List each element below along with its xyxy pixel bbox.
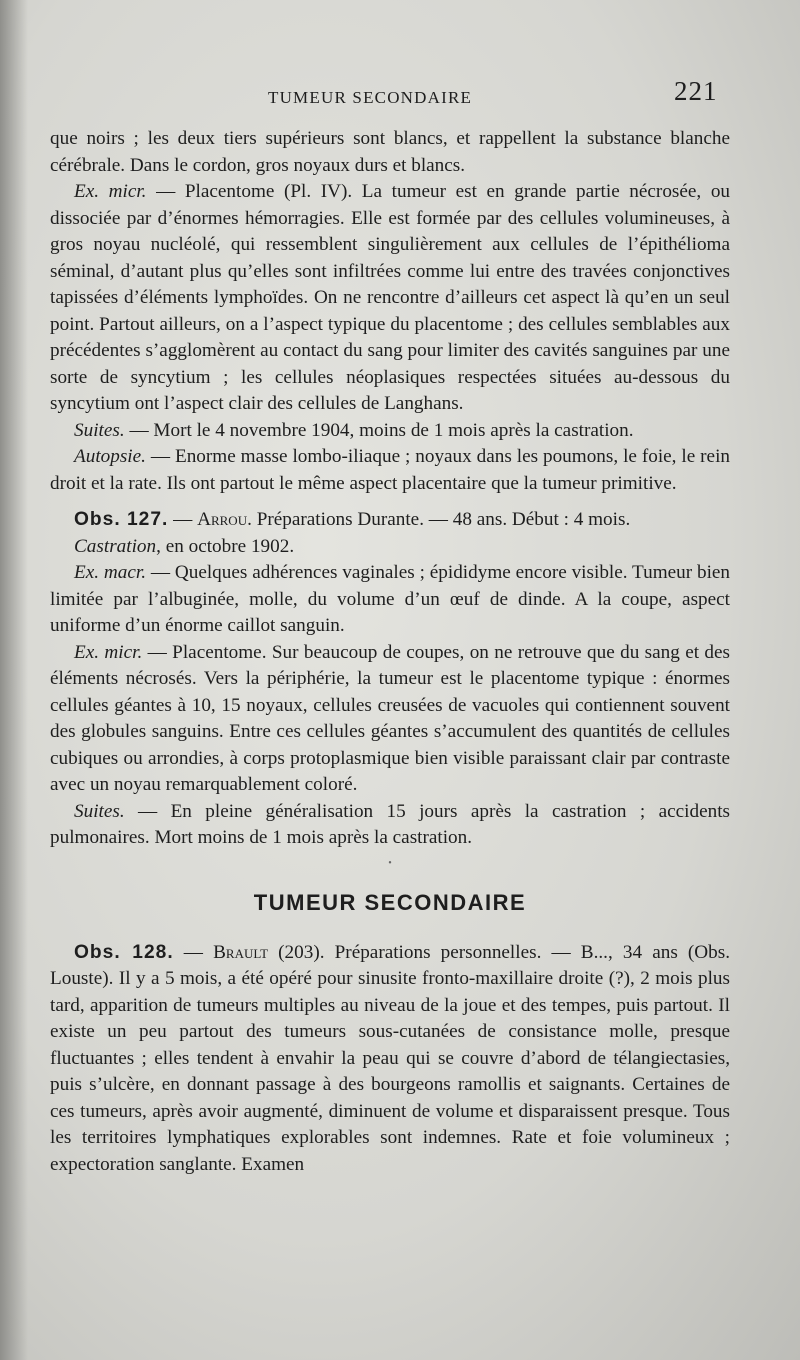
running-title: TUMEUR SECONDAIRE xyxy=(268,88,473,107)
obs127-micro-exam-paragraph xyxy=(50,640,730,799)
paragraph-text: — Quelques adhérences vaginales ; épididyme encore visible. Tumeur bien limitée par l’albuginée, molle, du volume d’un œuf de dinde. A la coupe, aspect uniforme d’un énorme caillot sanguin. xyxy=(50,562,731,636)
paragraph-text: — En pleine généralisation 15 jours après la castration ; accidents pulmonaires. Mort moins de 1 mois après la castration. xyxy=(50,800,730,848)
paragraph-text: . Préparations Durante. — 48 ans. Début : 4 mois. xyxy=(247,509,631,530)
obs126-continuation-paragraph xyxy=(50,126,730,179)
section-label: Ex. micr. xyxy=(74,181,147,202)
paragraph-text: — Mort le 4 novembre 1904, moins de 1 mois après la castration. xyxy=(124,419,634,441)
spacer xyxy=(50,497,730,507)
section-label: Suites. xyxy=(74,800,125,822)
paragraph-text: que noirs ; les deux tiers supérieurs sont blancs, et rappellent la substance blanche cérébrale. Dans le cordon, gros noyaux durs et blancs. xyxy=(50,128,730,176)
section-heading: TUMEUR SECONDAIRE xyxy=(253,889,527,915)
obs127-heading-paragraph: Obs. 127. — Arrou. Préparations Durante. — 48 ans. Début : 4 mois. xyxy=(74,509,631,530)
author-name: Arrou xyxy=(197,509,248,530)
page-number: 221 xyxy=(674,76,718,106)
obs126-micro-exam-paragraph xyxy=(50,179,730,418)
obs127-castration-paragraph xyxy=(50,534,730,561)
obs127-macro-exam-paragraph xyxy=(50,560,730,640)
author-name: Brault xyxy=(213,941,269,963)
observation-number: Obs. 128. xyxy=(74,941,174,963)
section-label: Autopsie. xyxy=(74,446,146,467)
paragraph-text: , en octobre 1902. xyxy=(156,535,295,557)
obs127-outcome-paragraph xyxy=(50,799,730,852)
observation-number: Obs. 127. xyxy=(74,509,169,530)
obs126-autopsy-paragraph xyxy=(50,444,730,497)
section-label: Ex. micr. xyxy=(74,641,143,663)
obs126-outcome-paragraph xyxy=(50,418,730,445)
running-header xyxy=(0,76,800,114)
page-body xyxy=(50,126,730,1178)
section-label: Castration xyxy=(74,535,157,557)
section-label: Ex. macr. xyxy=(74,562,146,583)
section-label: Suites. xyxy=(74,419,125,441)
paragraph-text: — Placentome (Pl. IV). La tumeur est en grande partie nécrosée, ou dissociée par d’énormes hémorragies. Elle est formée par des cellules volumineuses, à gros noyau nucléolé, qui ressemblent singulièrement aux cellules de l’épithélioma séminal, d’autant plus qu’elles sont infiltrées comme lui entre des travées conjonctives tapissées d’éléments lymphoïdes. On ne rencontre d’ailleurs cet aspect là qu’en un seul point. Partout ailleurs, on a l’aspect typique du placentome ; des cellules semblables aux précédentes s’agglomèrent au contact du sang pour limiter des cavités sanguines par une sorte de syncytium ; les cellules néoplasiques respectées situées au-dessous du syncytium ont l’aspect clair des cellules de Langhans. xyxy=(50,181,731,414)
paragraph-text: — Enorme masse lombo-iliaque ; noyaux dans les poumons, le foie, le rein droit et la rate. Ils ont partout le même aspect placentaire que la tumeur primitive. xyxy=(50,446,730,494)
divider-ornament: • xyxy=(388,857,392,869)
paragraph-text: — Placentome. Sur beaucoup de coupes, on ne retrouve que du sang et des éléments nécrosés. Vers la périphérie, la tumeur est le placentome typique : énormes cellules géantes à 10, 15 noyaux, cellules creusées de vacuoles qui contiennent souvent des globules sanguins. Entre ces cellules géantes s’accumulent des quantités de cellules cubiques ou arrondies, à corps protoplasmique bien visible paraissant clair par contraste avec un noyau remarquablement coloré. xyxy=(50,641,730,795)
paragraph-text: (203). Préparations personnelles. — B..., 34 ans (Obs. Louste). Il y a 5 mois, a été opéré pour sinusite fronto-maxillaire droite (?), 2 mois plus tard, apparition de tumeurs multiples au niveau de la joue et des tempes, puis partout. Il existe un peu partout des tumeurs sous-cutanées de consistance molle, presque fluctuantes ; elles tendent à envahir la peau qui se couvre d’abord de télangiectasies, puis s’ulcère, en donnant passage à des bourgeons ramollis et saignants. Certaines de ces tumeurs, après avoir augmenté, diminuent de volume et disparaissent presque. Tous les territoires lymphatiques explorables sont indemnes. Rate et foie volumineux ; expectoration sanglante. Examen xyxy=(50,941,731,1175)
obs128-paragraph: Obs. 128. — Brault (203). Préparations personnelles. — B..., 34 ans (Obs. Louste). Il y a 5 mois, a été opéré pour sinusite fronto-maxillaire droite (?), 2 mois plus tard, apparition de tumeurs multiples au niveau de la joue et des tempes, puis partout. Il existe un peu partout des tumeurs sous-cutanées de consistance molle, presque fluctuantes ; elles tendent à envahir la peau qui se couvre d’abord de télangiectasies, puis s’ulcère, en donnant passage à des bourgeons ramollis et saignants. Certaines de ces tumeurs, après avoir augmenté, diminuent de volume et disparaissent presque. Tous les territoires lymphatiques explorables sont indemnes. Rate et foie volumineux ; expectoration sanglante. Examen xyxy=(50,941,731,1175)
